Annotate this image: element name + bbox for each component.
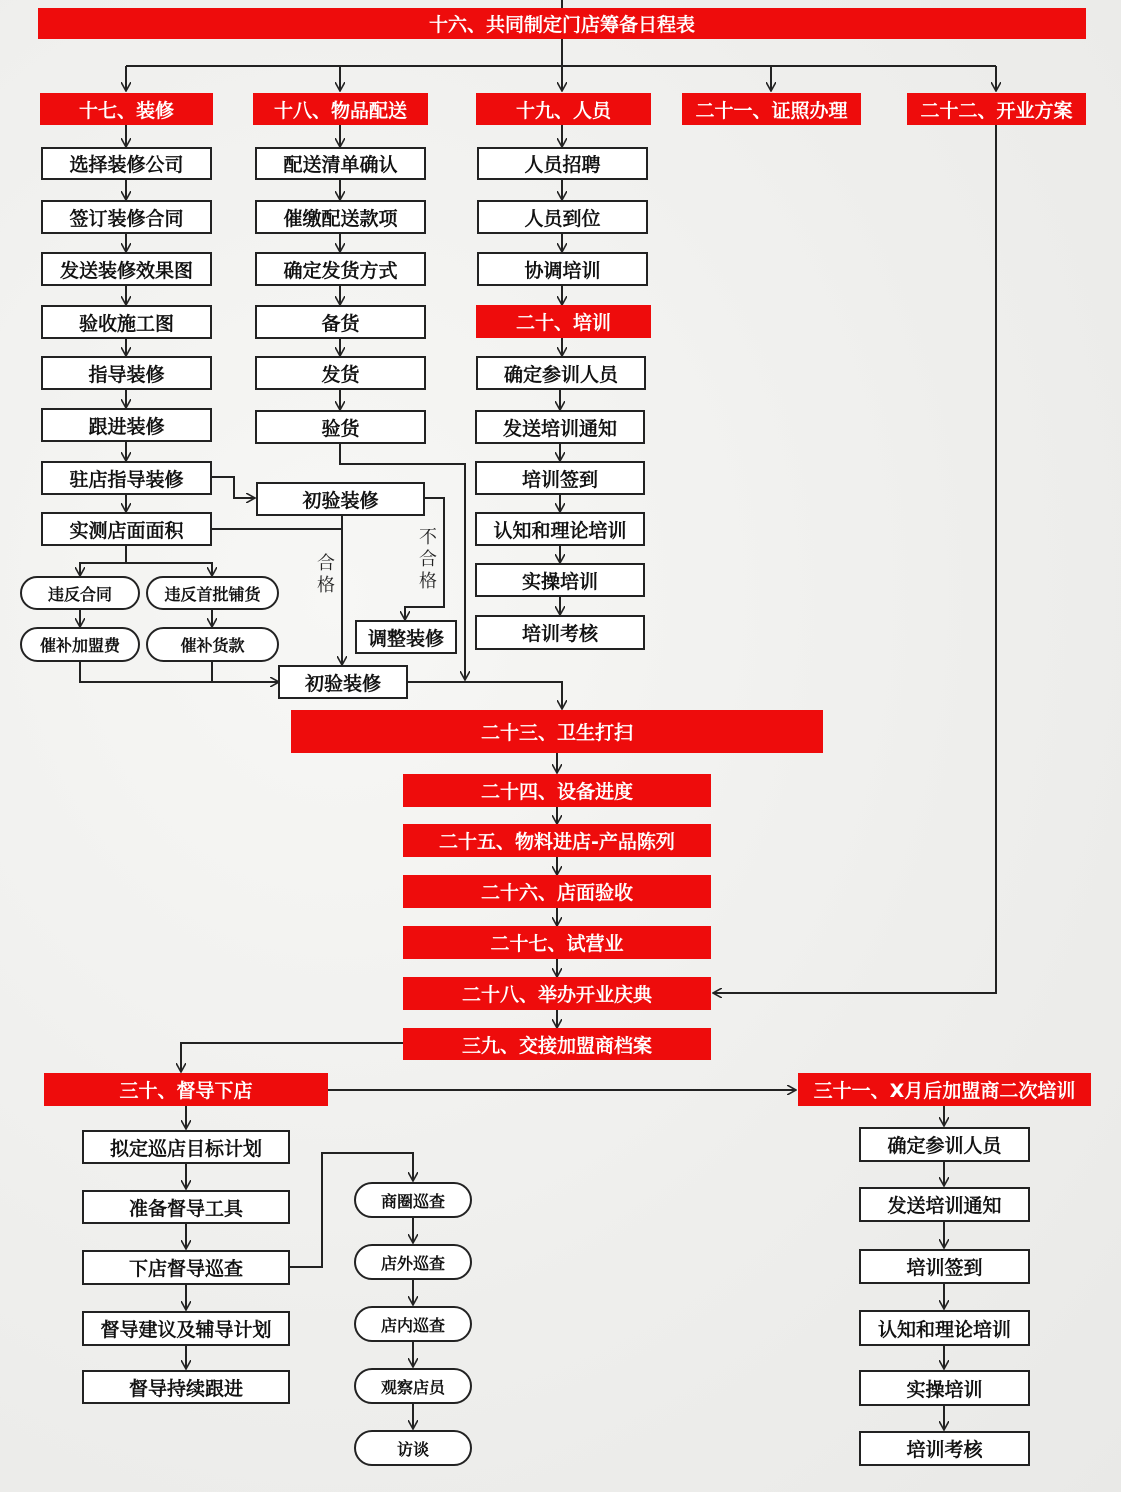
step-training-exam: 培训考核	[475, 615, 645, 650]
step-25-materials: 二十五、物料进店-产品陈列	[403, 824, 711, 857]
step-shipping-method: 确定发货方式	[255, 252, 426, 286]
step-adjust-renovation: 调整装修	[355, 620, 457, 654]
step-22-opening-plan: 二十二、开业方案	[907, 93, 1086, 125]
pill-stock-violation: 违反首批铺货	[146, 576, 279, 610]
step-staff-ready: 人员到位	[477, 200, 648, 234]
step-24-equipment: 二十四、设备进度	[403, 774, 711, 807]
step-20-training: 二十、培训	[476, 305, 651, 338]
step-confirm-list: 配送清单确认	[255, 147, 426, 180]
step-onsite-guidance: 驻店指导装修	[41, 461, 212, 495]
step-coordinate-training: 协调培训	[477, 252, 648, 286]
step-guide-renovation: 指导装修	[41, 356, 212, 390]
step-accept-drawings: 验收施工图	[41, 305, 212, 339]
step2-confirm-trainees: 确定参训人员	[859, 1127, 1030, 1162]
step-31-second-training: 三十一、X月后加盟商二次培训	[798, 1073, 1091, 1106]
step-recruit: 人员招聘	[477, 147, 648, 180]
step-plan-targets: 拟定巡店目标计划	[82, 1130, 290, 1164]
step-28-opening-ceremony: 二十八、举办开业庆典	[403, 977, 711, 1010]
step-practical-training: 实操培训	[475, 563, 645, 597]
step2-theory-training: 认知和理论培训	[859, 1310, 1030, 1346]
pill-interior-check: 店内巡查	[354, 1306, 472, 1342]
label-fail: 不合格	[419, 527, 437, 592]
pill-contract-violation: 违反合同	[20, 576, 140, 610]
step-follow-renovation: 跟进装修	[41, 408, 212, 442]
step-continuous-followup: 督导持续跟进	[82, 1370, 290, 1404]
step-collect-delivery-fee: 催缴配送款项	[255, 200, 426, 234]
step-prepare-stock: 备货	[255, 305, 426, 339]
step-send-notice: 发送培训通知	[475, 410, 645, 444]
pill-collect-franchise-fee: 催补加盟费	[20, 627, 140, 662]
step-23-cleaning: 二十三、卫生打扫	[291, 710, 823, 753]
step-19-staff: 十九、人员	[476, 93, 651, 125]
step-send-renderings: 发送装修效果图	[41, 252, 212, 286]
step-store-inspection: 下店督导巡查	[82, 1250, 290, 1285]
pill-interview: 访谈	[354, 1430, 472, 1466]
step2-sign-in: 培训签到	[859, 1249, 1030, 1284]
step-17-renovation: 十七、装修	[40, 93, 213, 125]
pill-exterior-check: 店外巡查	[354, 1244, 472, 1280]
pill-area-check: 商圈巡查	[354, 1182, 472, 1218]
step-sign-in: 培训签到	[475, 461, 645, 495]
label-pass: 合格	[317, 553, 335, 596]
step2-practical-training: 实操培训	[859, 1370, 1030, 1406]
step-ship: 发货	[255, 356, 426, 390]
step-27-trial-operation: 二十七、试营业	[403, 926, 711, 959]
step-confirm-trainees: 确定参训人员	[476, 356, 646, 390]
step-29-handover-files: 三九、交接加盟商档案	[403, 1028, 711, 1060]
pill-observe-staff: 观察店员	[354, 1368, 472, 1404]
step2-training-exam: 培训考核	[859, 1431, 1030, 1466]
step-select-contractor: 选择装修公司	[41, 147, 212, 180]
step-measure-area: 实测店面面积	[41, 512, 212, 546]
step-theory-training: 认知和理论培训	[475, 512, 645, 546]
step-30-supervision: 三十、督导下店	[44, 1073, 328, 1106]
step-18-delivery: 十八、物品配送	[253, 93, 428, 125]
step-initial-inspection: 初验装修	[256, 482, 425, 516]
step-26-store-acceptance: 二十六、店面验收	[403, 875, 711, 908]
step-sign-contract: 签订装修合同	[41, 200, 212, 234]
pill-collect-payment: 催补货款	[146, 627, 279, 662]
step-inspect-goods: 验货	[255, 410, 426, 444]
step-prepare-tools: 准备督导工具	[82, 1190, 290, 1224]
step-16-schedule: 十六、共同制定门店筹备日程表	[38, 8, 1086, 39]
step-21-licenses: 二十一、证照办理	[682, 93, 861, 125]
step-initial-inspection-final: 初验装修	[278, 665, 408, 699]
step2-send-notice: 发送培训通知	[859, 1187, 1030, 1222]
step-advice-plan: 督导建议及辅导计划	[82, 1311, 290, 1346]
